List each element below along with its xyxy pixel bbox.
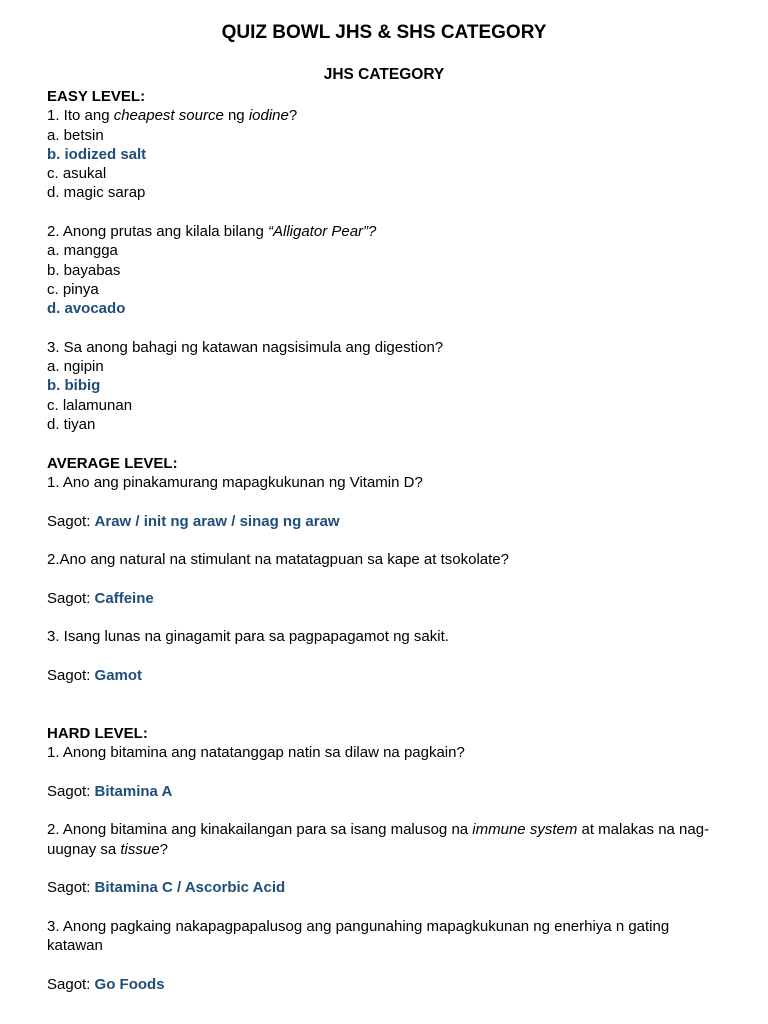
easy-question-2 [47, 222, 727, 241]
answer-text: Caffeine [94, 589, 154, 607]
answer-label: Sagot: [47, 589, 95, 607]
answer-line [47, 512, 727, 531]
answer-line [47, 878, 727, 897]
question-text: 1. Ito ang [47, 107, 114, 125]
easy-level-heading: EASY LEVEL: [47, 88, 146, 105]
average-question-2: 2.Ano ang natural na stimulant na matatagpuan sa kape at tsokolate? [47, 551, 509, 569]
document-title: QUIZ BOWL JHS & SHS CATEGORY [221, 22, 547, 43]
answer-label: Sagot: [47, 666, 95, 684]
choice-b: b. bayabas [47, 261, 121, 279]
question-text: ng [223, 107, 249, 125]
easy-question-1 [47, 106, 727, 125]
question-emphasis: immune system [472, 821, 578, 839]
correct-choice: b. iodized salt [47, 145, 147, 163]
choice-a: a. betsin [47, 126, 104, 144]
question-text: at malakas na nag-uugnay sa [47, 821, 710, 858]
category-subtitle: JHS CATEGORY [323, 66, 445, 83]
question-text: ? [159, 840, 168, 858]
answer-line [47, 589, 727, 608]
answer-line [47, 975, 727, 994]
question-emphasis: cheapest source [113, 107, 224, 125]
answer-text: Go Foods [94, 975, 165, 993]
answer-line [47, 782, 727, 801]
average-question-3: 3. Isang lunas na ginagamit para sa pagpapagamot ng sakit. [47, 628, 449, 646]
question-emphasis: iodine [248, 107, 289, 125]
question-text: 2. Anong prutas ang kilala bilang [47, 223, 268, 241]
choice-a: a. mangga [47, 242, 118, 260]
answer-label: Sagot: [47, 782, 95, 800]
choice-a: a. ngipin [47, 358, 104, 376]
choice-c: c. asukal [47, 165, 107, 183]
answer-text: Bitamina C / Ascorbic Acid [94, 879, 286, 897]
answer-label: Sagot: [47, 975, 95, 993]
answer-label: Sagot: [47, 512, 95, 530]
answer-text: Gamot [94, 666, 143, 684]
easy-question-3: 3. Sa anong bahagi ng katawan nagsisimula ang digestion? [47, 338, 444, 356]
correct-choice: d. avocado [47, 300, 126, 318]
choice-d: d. magic sarap [47, 184, 146, 202]
question-text: ? [288, 107, 298, 125]
hard-question-1: 1. Anong bitamina ang natatanggap natin sa dilaw na pagkain? [47, 744, 465, 762]
question-text: 2. Anong bitamina ang kinakailangan para sa isang malusog na [47, 821, 473, 839]
choice-c: c. lalamunan [47, 396, 133, 414]
choice-d: d. tiyan [47, 416, 96, 434]
average-level-heading: AVERAGE LEVEL: [47, 454, 178, 472]
answer-text: Bitamina A [94, 782, 173, 800]
answer-label: Sagot: [47, 879, 95, 897]
question-emphasis: tissue [120, 840, 160, 858]
question-emphasis: “Alligator Pear”? [268, 223, 377, 241]
average-question-1: 1. Ano ang pinakamurang mapagkukunan ng Vitamin D? [47, 473, 423, 491]
answer-text: Araw / init ng araw / sinag ng araw [94, 512, 340, 530]
hard-question-2 [47, 820, 727, 859]
quiz-content [47, 87, 727, 994]
correct-choice: b. bibig [47, 377, 101, 395]
choice-c: c. pinya [47, 280, 99, 298]
hard-level-heading: HARD LEVEL: [47, 724, 148, 742]
answer-line [47, 666, 727, 685]
hard-question-3: 3. Anong pagkaing nakapagpapalusog ang pangunahing mapagkukunan ng enerhiya n gating katawan [47, 917, 670, 955]
